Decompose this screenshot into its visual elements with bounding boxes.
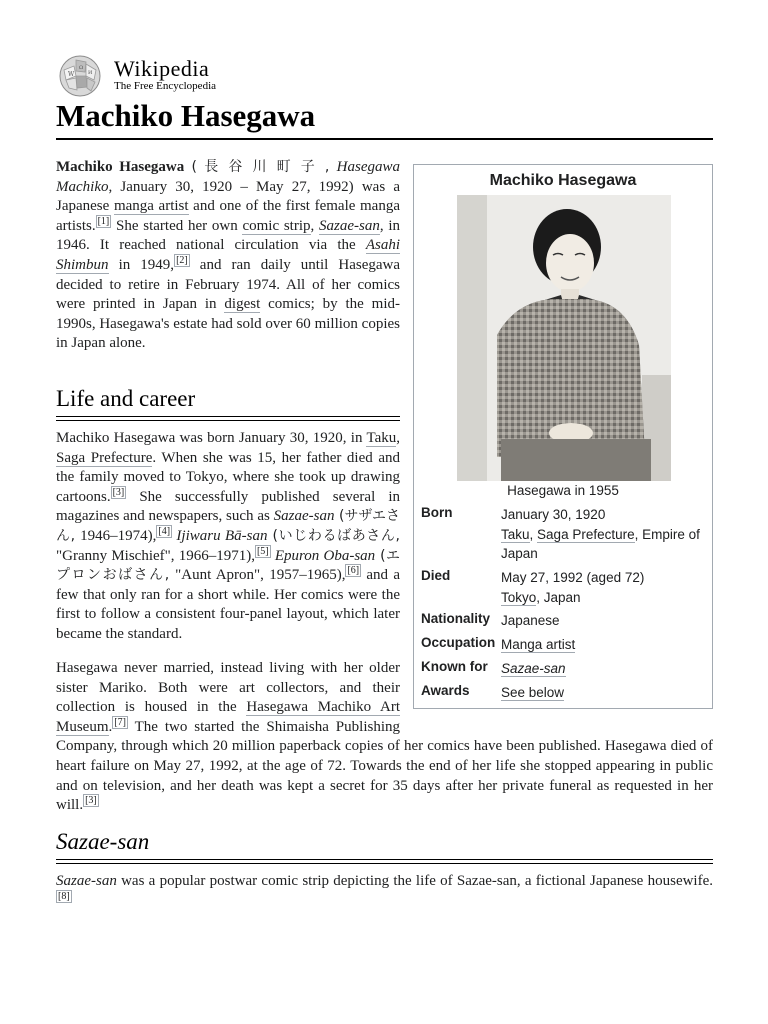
photo-caption: Hasegawa in 1955: [507, 483, 619, 498]
life-paragraph-1: Machiko Hasegawa was born January 30, 1920, in Taku, Saga Prefecture. When she was 15, her father died and the family moved to Tokyo, where she took up drawing cartoons. [3] She successfully published several in magazines and newspapers, such as Sazae-san (サザエさん, 1946–1974), [4] Ijiwaru Bā-san (いじわるばあさん, "Granny Mischief", 1966–1971), [5] Epuron Oba-san (エプロンおばさん, "Aunt Apron", 1957–1965), [6] and a few that only ran for a short while. Her comics were the first to follow a consistent four-panel layout, which later became the standard.: [56, 430, 401, 642]
link-asahi-shimbun[interactable]: Asahi Shimbun: [56, 237, 400, 273]
link-comic-strip[interactable]: comic strip: [242, 217, 311, 234]
link-occupation[interactable]: Manga artist: [501, 637, 576, 652]
portrait-image: [457, 195, 671, 481]
nationality-label: Nationality: [421, 611, 491, 626]
heading-life-and-career: Life and career: [56, 386, 400, 417]
svg-text:Ω: Ω: [79, 65, 84, 71]
subject-name: Machiko Hasegawa: [56, 159, 185, 175]
link-taku[interactable]: Taku: [366, 430, 397, 446]
ref-4[interactable]: [4]: [158, 525, 171, 537]
died-label: Died: [421, 568, 451, 583]
nationality-value: Japanese: [501, 613, 560, 628]
sazae-paragraph: Sazae-san was a popular postwar comic strip depicting the life of Sazae-san, a fictional Japanese housewife.[8]: [56, 873, 713, 902]
known-for-label: Known for: [421, 659, 488, 674]
ref-8[interactable]: [8]: [58, 890, 70, 902]
link-saga-prefecture[interactable]: Saga Prefecture: [56, 449, 153, 466]
portrait-photo[interactable]: [457, 195, 671, 481]
born-label: Born: [421, 505, 453, 520]
life-paragraph-2: Hasegawa never married, instead living with her older sister Mariko. Both were art collectors, and their collection is housed in the Hasegawa Machiko Art Museum. [7] The two started the Shimaisha Publishing Company, through which 20 million paperback copies of her comics have been published. Hasegawa died of heart failure on May 27, 1992, at the age of 72. Towards the end of her life she stopped appearing in public and on television, and her death was kept a secret for 35 days after her private funeral as requested in her will. [3]: [56, 660, 713, 814]
link-born-saga[interactable]: Saga Prefecture: [537, 526, 635, 542]
infobox-title: Machiko Hasegawa: [489, 172, 637, 189]
link-died-tokyo[interactable]: Tokyo: [501, 589, 537, 605]
ref-5[interactable]: [5]: [256, 545, 269, 557]
link-known-for[interactable]: Sazae-san: [501, 661, 566, 676]
infobox: [413, 164, 713, 709]
link-sazae-san[interactable]: Sazae-san: [319, 217, 380, 234]
born-value: January 30, 1920 Taku, Saga Prefecture, Empire of Japan: [501, 507, 700, 561]
ref-6[interactable]: [6]: [347, 565, 360, 577]
page-title: Machiko Hasegawa: [56, 97, 713, 140]
ref-3[interactable]: [3]: [112, 486, 125, 498]
link-manga-artist[interactable]: manga artist: [113, 198, 189, 215]
puzzle-globe-icon: [56, 54, 104, 98]
died-value: May 27, 1992 (aged 72) Tokyo, Japan: [501, 570, 645, 605]
wikipedia-tagline: The Free Encyclopedia: [114, 80, 217, 92]
ref-7[interactable]: [7]: [114, 716, 126, 728]
wikipedia-logo[interactable]: [56, 54, 356, 98]
occupation-label: Occupation: [421, 635, 496, 650]
svg-text:W: W: [68, 71, 75, 78]
link-digest[interactable]: digest: [224, 296, 261, 313]
ref-3b[interactable]: [3]: [85, 795, 97, 807]
awards-label: Awards: [421, 683, 470, 698]
ref-2[interactable]: [2]: [176, 254, 188, 266]
ref-1[interactable]: [1]: [97, 215, 110, 227]
link-art-museum[interactable]: Hasegawa Machiko Art Museum: [56, 699, 400, 735]
svg-text:И: И: [88, 70, 93, 76]
link-awards[interactable]: See below: [501, 685, 565, 700]
intro-paragraph: Machiko Hasegawa ( 長 谷 川 町 子 , Hasegawa Machiko, January 30, 1920 – May 27, 1992) was a Japanese manga artist and one of the first female manga artists. [1] She started her own comic strip, Sazae-san, in 1946. It reached national circulation via the Asahi Shimbun in 1949, [2] and ran daily until Hasegawa decided to retire in February 1974. All of her comics were printed in Japan in digest comics; by the mid-1990s, Hasegawa's estate had sold over 60 million copies in Japan alone.: [56, 159, 401, 352]
heading-sazae-san: Sazae-san: [56, 829, 713, 860]
wikipedia-wordmark: Wikipedia: [114, 56, 210, 81]
link-born-taku[interactable]: Taku: [501, 526, 530, 542]
